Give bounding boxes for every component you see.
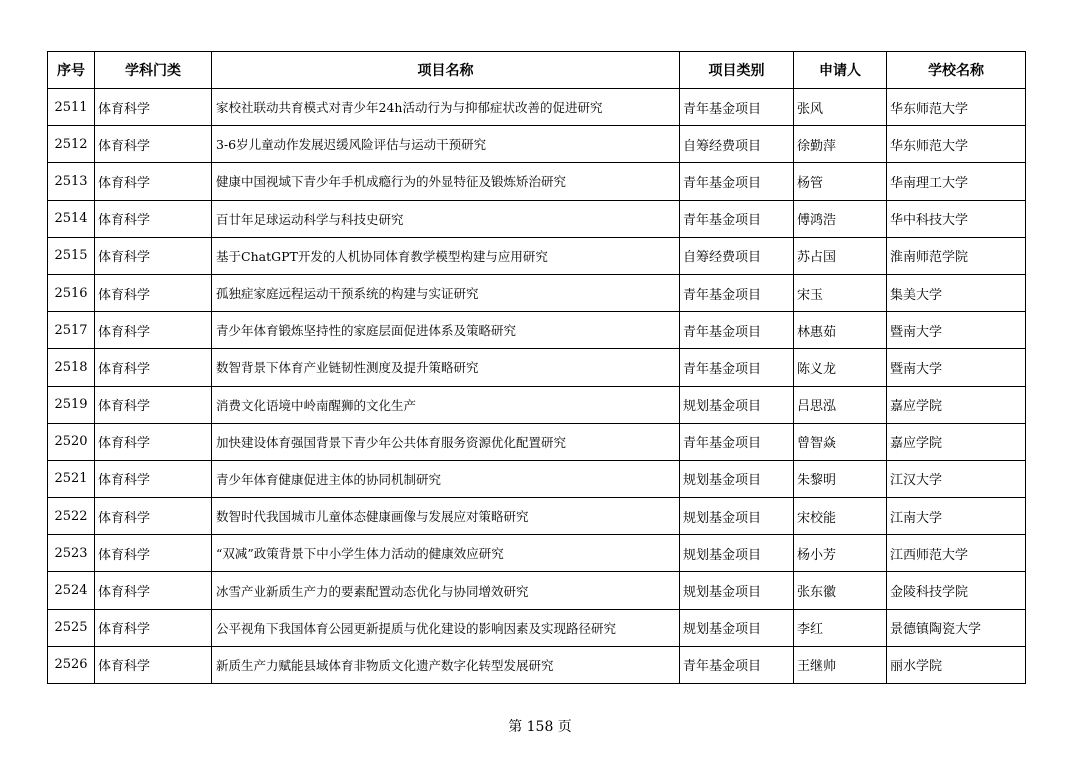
table-row [48, 274, 1026, 311]
cell-applicant: 曾智焱 [794, 423, 887, 460]
table-row [48, 646, 1026, 683]
cell-school: 暨南大学 [887, 312, 1026, 349]
cell-school: 暨南大学 [887, 349, 1026, 386]
cell-discipline: 体育科学 [95, 89, 212, 126]
table-row [48, 498, 1026, 535]
cell-school: 华南理工大学 [887, 163, 1026, 200]
cell-project-name: 青少年体育健康促进主体的协同机制研究 [212, 460, 680, 497]
table-row [48, 572, 1026, 609]
header-discipline: 学科门类 [95, 52, 212, 89]
cell-applicant: 朱黎明 [794, 460, 887, 497]
cell-project-category: 青年基金项目 [680, 646, 794, 683]
cell-index: 2516 [48, 274, 95, 311]
table-row [48, 237, 1026, 274]
cell-project-category: 青年基金项目 [680, 89, 794, 126]
table-row [48, 349, 1026, 386]
cell-discipline: 体育科学 [95, 535, 212, 572]
cell-project-name: 百廿年足球运动科学与科技史研究 [212, 200, 680, 237]
cell-project-category: 自筹经费项目 [680, 237, 794, 274]
cell-school: 华中科技大学 [887, 200, 1026, 237]
cell-school: 江南大学 [887, 498, 1026, 535]
cell-applicant: 杨小芳 [794, 535, 887, 572]
cell-applicant: 林惠茹 [794, 312, 887, 349]
header-applicant: 申请人 [794, 52, 887, 89]
table-row [48, 312, 1026, 349]
header-index: 序号 [48, 52, 95, 89]
cell-index: 2526 [48, 646, 95, 683]
cell-applicant: 张东徽 [794, 572, 887, 609]
cell-discipline: 体育科学 [95, 386, 212, 423]
cell-school: 华东师范大学 [887, 89, 1026, 126]
table-row [48, 163, 1026, 200]
table-row [48, 460, 1026, 497]
table-row [48, 89, 1026, 126]
cell-project-category: 青年基金项目 [680, 200, 794, 237]
cell-project-name: “双减”政策背景下中小学生体力活动的健康效应研究 [212, 535, 680, 572]
cell-school: 嘉应学院 [887, 386, 1026, 423]
cell-discipline: 体育科学 [95, 312, 212, 349]
page-number: 第 158 页 [508, 719, 572, 735]
cell-discipline: 体育科学 [95, 572, 212, 609]
cell-school: 丽水学院 [887, 646, 1026, 683]
cell-applicant: 陈义龙 [794, 349, 887, 386]
cell-discipline: 体育科学 [95, 237, 212, 274]
cell-discipline: 体育科学 [95, 163, 212, 200]
table-row [48, 200, 1026, 237]
cell-project-name: 数智背景下体育产业链韧性测度及提升策略研究 [212, 349, 680, 386]
cell-discipline: 体育科学 [95, 460, 212, 497]
cell-index: 2525 [48, 609, 95, 646]
cell-discipline: 体育科学 [95, 498, 212, 535]
cell-project-category: 规划基金项目 [680, 609, 794, 646]
cell-index: 2513 [48, 163, 95, 200]
cell-project-name: 3-6岁儿童动作发展迟缓风险评估与运动干预研究 [212, 126, 680, 163]
cell-index: 2514 [48, 200, 95, 237]
header-school: 学校名称 [887, 52, 1026, 89]
cell-project-category: 规划基金项目 [680, 460, 794, 497]
cell-applicant: 苏占国 [794, 237, 887, 274]
cell-project-name: 健康中国视域下青少年手机成瘾行为的外显特征及锻炼矫治研究 [212, 163, 680, 200]
cell-discipline: 体育科学 [95, 349, 212, 386]
cell-school: 江汉大学 [887, 460, 1026, 497]
cell-project-name: 基于ChatGPT开发的人机协同体育教学模型构建与应用研究 [212, 237, 680, 274]
cell-applicant: 宋玉 [794, 274, 887, 311]
cell-discipline: 体育科学 [95, 423, 212, 460]
cell-project-category: 青年基金项目 [680, 423, 794, 460]
cell-project-name: 家校社联动共育模式对青少年24h活动行为与抑郁症状改善的促进研究 [212, 89, 680, 126]
cell-discipline: 体育科学 [95, 200, 212, 237]
cell-discipline: 体育科学 [95, 126, 212, 163]
cell-project-category: 青年基金项目 [680, 274, 794, 311]
cell-school: 江西师范大学 [887, 535, 1026, 572]
cell-index: 2511 [48, 89, 95, 126]
cell-discipline: 体育科学 [95, 274, 212, 311]
cell-index: 2522 [48, 498, 95, 535]
cell-index: 2521 [48, 460, 95, 497]
cell-project-name: 冰雪产业新质生产力的要素配置动态优化与协同增效研究 [212, 572, 680, 609]
cell-project-category: 自筹经费项目 [680, 126, 794, 163]
cell-index: 2520 [48, 423, 95, 460]
header-project-category: 项目类别 [680, 52, 794, 89]
table-header-row [48, 52, 1026, 89]
cell-discipline: 体育科学 [95, 609, 212, 646]
cell-project-category: 青年基金项目 [680, 312, 794, 349]
project-table [47, 51, 1026, 684]
cell-project-name: 加快建设体育强国背景下青少年公共体育服务资源优化配置研究 [212, 423, 680, 460]
table-row [48, 386, 1026, 423]
cell-applicant: 张风 [794, 89, 887, 126]
cell-applicant: 徐勤萍 [794, 126, 887, 163]
cell-school: 华东师范大学 [887, 126, 1026, 163]
cell-applicant: 吕思泓 [794, 386, 887, 423]
cell-project-name: 青少年体育锻炼坚持性的家庭层面促进体系及策略研究 [212, 312, 680, 349]
cell-project-category: 规划基金项目 [680, 572, 794, 609]
cell-applicant: 李红 [794, 609, 887, 646]
cell-project-name: 新质生产力赋能县域体育非物质文化遗产数字化转型发展研究 [212, 646, 680, 683]
cell-project-name: 公平视角下我国体育公园更新提质与优化建设的影响因素及实现路径研究 [212, 609, 680, 646]
cell-index: 2517 [48, 312, 95, 349]
cell-project-category: 规划基金项目 [680, 386, 794, 423]
cell-index: 2519 [48, 386, 95, 423]
cell-index: 2518 [48, 349, 95, 386]
cell-project-category: 青年基金项目 [680, 163, 794, 200]
cell-applicant: 傅鸿浩 [794, 200, 887, 237]
cell-school: 集美大学 [887, 274, 1026, 311]
cell-school: 嘉应学院 [887, 423, 1026, 460]
cell-index: 2515 [48, 237, 95, 274]
cell-school: 景德镇陶瓷大学 [887, 609, 1026, 646]
cell-school: 淮南师范学院 [887, 237, 1026, 274]
cell-school: 金陵科技学院 [887, 572, 1026, 609]
table-row [48, 609, 1026, 646]
cell-project-category: 规划基金项目 [680, 498, 794, 535]
cell-index: 2512 [48, 126, 95, 163]
table-row [48, 126, 1026, 163]
cell-project-name: 消费文化语境中岭南醒狮的文化生产 [212, 386, 680, 423]
cell-index: 2524 [48, 572, 95, 609]
cell-project-category: 规划基金项目 [680, 535, 794, 572]
cell-project-name: 孤独症家庭远程运动干预系统的构建与实证研究 [212, 274, 680, 311]
header-project-name: 项目名称 [212, 52, 680, 89]
cell-applicant: 杨管 [794, 163, 887, 200]
cell-applicant: 宋校能 [794, 498, 887, 535]
cell-project-category: 青年基金项目 [680, 349, 794, 386]
table-row [48, 535, 1026, 572]
cell-discipline: 体育科学 [95, 646, 212, 683]
cell-project-name: 数智时代我国城市儿童体态健康画像与发展应对策略研究 [212, 498, 680, 535]
cell-applicant: 王继帅 [794, 646, 887, 683]
cell-index: 2523 [48, 535, 95, 572]
table-row [48, 423, 1026, 460]
